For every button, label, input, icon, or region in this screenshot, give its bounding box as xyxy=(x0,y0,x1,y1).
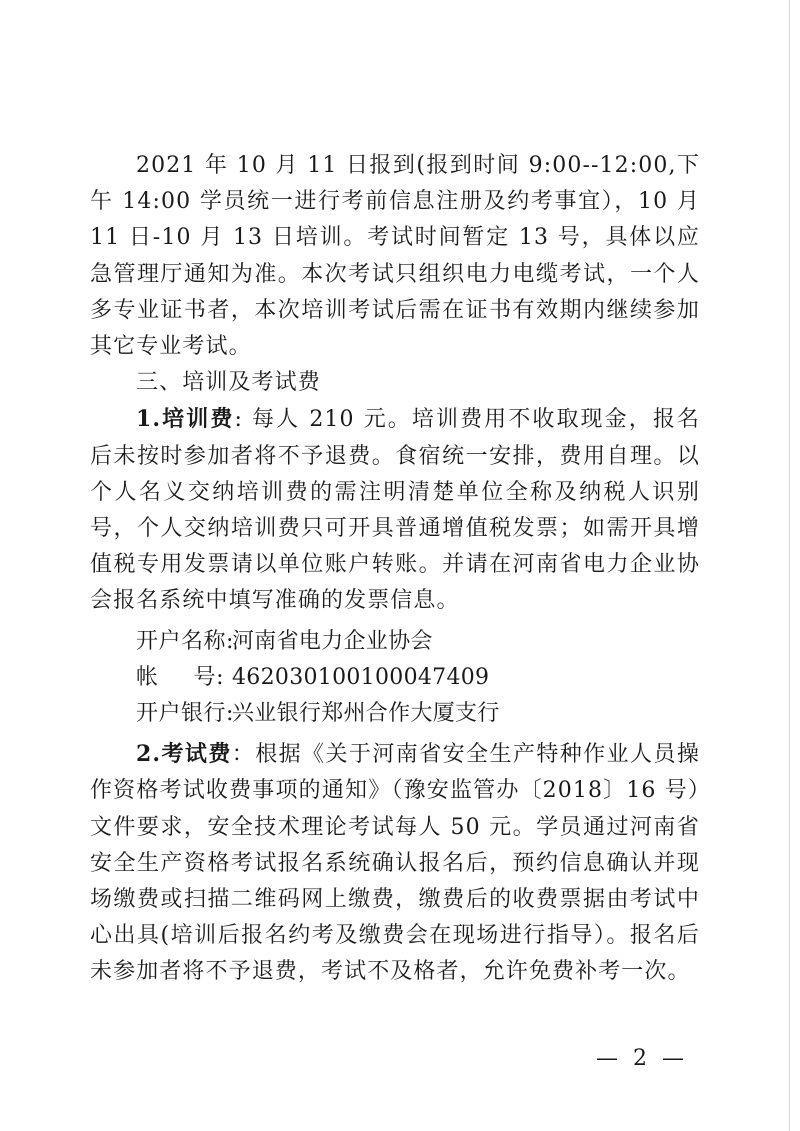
document-body xyxy=(90,148,700,991)
bank-value: 兴业银行郑州合作大厦支行 xyxy=(232,701,500,727)
account-number-label-part1: 帐 xyxy=(136,664,159,690)
training-fee-text: : 每人 210 元。培训费用不收取现金，报名后未按时参加者将不予退费。食宿统一安排，费用自理。以个人名义交纳培训费的需注明清楚单位全称及纳税人识别号，个人交纳培训费只可开具普通增值税发票；如需开具增值税专用发票请以单位账户转账。并请在河南省电力企业协会报名系统中填写准确的发票信息。 xyxy=(90,407,701,614)
account-number-value: 462030100100047409 xyxy=(232,664,490,690)
account-name-value: 河南省电力企业协会 xyxy=(232,628,433,654)
account-number-label xyxy=(136,660,224,696)
account-name-label: 开户名称: xyxy=(136,628,234,654)
paragraph-registration: 2021 年 10 月 11 日报到(报到时间 9:00--12:00,下午 14:00 学员统一进行考前信息注册及约考事宜），10 月 11 日-10 月 13 日培训。考试时间暂定 13 号，具体以应急管理厅通知为准。本次考试只组织电力电缆考试，一个人多专业证书者，本次培训考试后需在证书有效期内继续参加其它专业考试。 xyxy=(90,153,700,360)
paragraph-exam-fee xyxy=(90,736,700,990)
account-name-line xyxy=(90,624,700,660)
exam-fee-text: ：根据《关于河南省安全生产特种作业人员操作资格考试收费事项的通知》（豫安监管办〔2018〕16 号）文件要求，安全技术理论考试每人 50 元。学员通过河南省安全生产资格考试报名系统确认报名后，预约信息确认并现场缴费或扫描二维码网上缴费，缴费后的收费票据由考试中心出具(培训后报名约考及缴费会在现场进行指导）。报名后未参加者将不予退费，考试不及格者，允许免费补考一次。 xyxy=(90,742,700,985)
exam-fee-label: 2.考试费 xyxy=(136,741,232,768)
section-heading-fees: 三、培训及考试费 xyxy=(136,370,321,396)
scan-edge-line xyxy=(789,0,790,1131)
paragraph-training-fee xyxy=(90,401,700,619)
training-fee-label: 1.培训费 xyxy=(136,406,235,433)
account-number-line xyxy=(90,660,700,696)
account-number-label-part2: 号: xyxy=(193,664,224,690)
bank-line xyxy=(90,696,700,732)
bank-label: 开户银行: xyxy=(136,701,234,727)
page-number: — 2 — xyxy=(596,1046,688,1071)
